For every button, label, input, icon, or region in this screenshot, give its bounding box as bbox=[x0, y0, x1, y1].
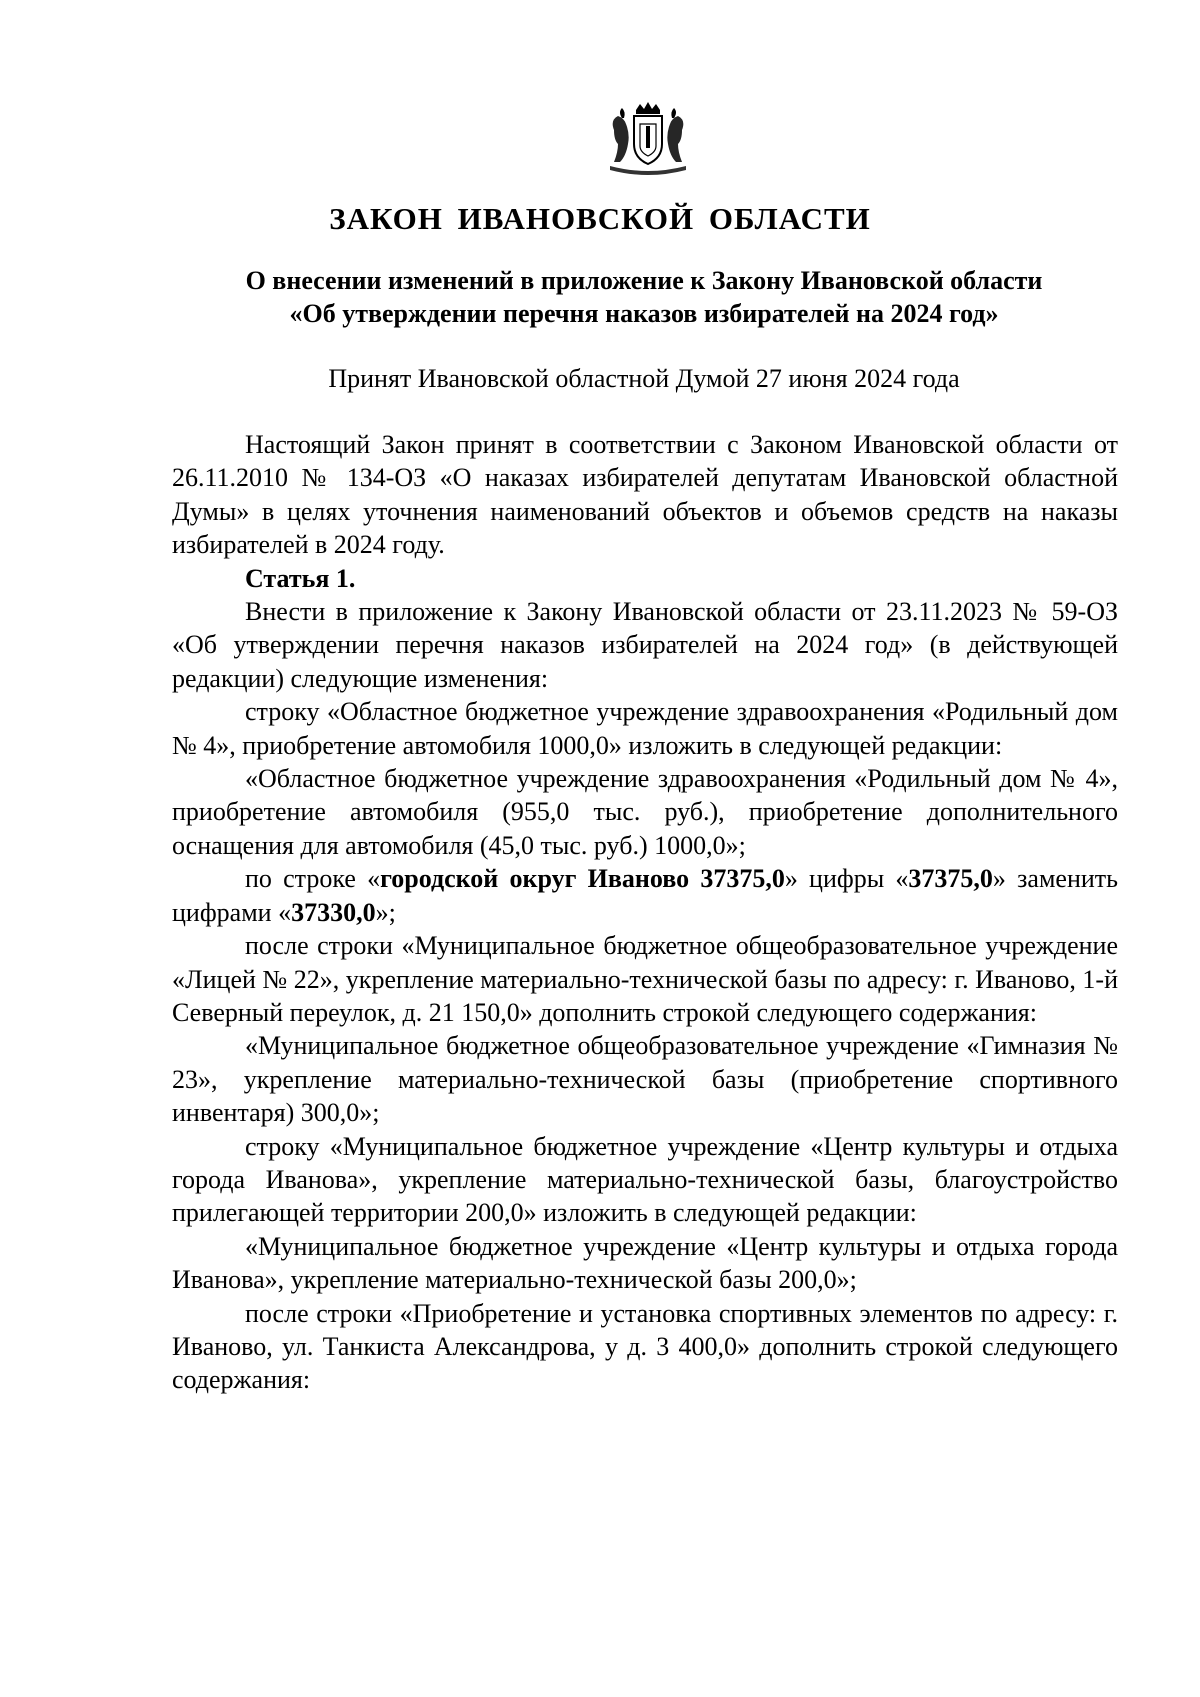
text-fragment: по строке « bbox=[245, 864, 381, 894]
article-paragraph-amount-change bbox=[172, 862, 1118, 929]
text-fragment: »; bbox=[375, 897, 396, 927]
bold-fragment: 37375,0 bbox=[908, 864, 993, 894]
law-title: ЗАКОН ИВАНОВСКОЙ ОБЛАСТИ bbox=[329, 201, 871, 236]
subtitle-line: «Об утверждении перечня наказов избирателей на 2024 год» bbox=[289, 299, 999, 328]
law-subtitle bbox=[150, 264, 1138, 330]
text-fragment: » заменить цифрами « bbox=[172, 864, 1118, 927]
subtitle-line: О внесении изменений в приложение к Закону Ивановской области bbox=[245, 266, 1043, 295]
law-body bbox=[172, 428, 1118, 1397]
adoption-line: Принят Ивановской областной Думой 27 июня 2024 года bbox=[328, 364, 960, 393]
article-paragraph: строку «Областное бюджетное учреждение здравоохранения «Родильный дом № 4», приобретение автомобиля 1000,0» изложить в следующей редакции: bbox=[172, 697, 1118, 760]
bold-fragment: городской округ Иваново 37375,0 bbox=[380, 864, 785, 894]
article-paragraph: после строки «Муниципальное бюджетное общеобразовательное учреждение «Лицей № 22», укрепление материально-технической базы по адресу: г. Иваново, 1-й Северный переулок, д. 21 150,0» дополнить строкой следующего содержания: bbox=[172, 931, 1118, 1027]
bold-fragment: 37330,0 bbox=[291, 897, 376, 927]
coat-of-arms-icon bbox=[600, 100, 696, 180]
text-fragment: » цифры « bbox=[784, 864, 909, 894]
article-heading: Статья 1. bbox=[245, 563, 356, 593]
article-paragraph: Внести в приложение к Закону Ивановской области от 23.11.2023 № 59-ОЗ «Об утверждении перечня наказов избирателей на 2024 год» (в действующей редакции) следующие изменения: bbox=[172, 597, 1118, 693]
preamble-paragraph: Настоящий Закон принят в соответствии с Законом Ивановской области от 26.11.2010 № 134-ОЗ «О наказах избирателей депутатам Ивановской областной Думы» в целях уточнения наименований объектов и объемов средств на наказы избирателей в 2024 году. bbox=[172, 430, 1118, 560]
article-paragraph: «Областное бюджетное учреждение здравоохранения «Родильный дом № 4», приобретение автомобиля (955,0 тыс. руб.), приобретение дополнительного оснащения для автомобиля (45,0 тыс. руб.) 1000,0»; bbox=[172, 764, 1118, 860]
article-paragraph: «Муниципальное бюджетное учреждение «Центр культуры и отдыха города Иванова», укрепление материально-технической базы 200,0»; bbox=[172, 1231, 1118, 1295]
article-paragraph: «Муниципальное бюджетное общеобразовательное учреждение «Гимназия № 23», укрепление материально-технической базы (приобретение спортивного инвентаря) 300,0»; bbox=[172, 1031, 1118, 1128]
article-paragraph: строку «Муниципальное бюджетное учреждение «Центр культуры и отдыха города Иванова», укрепление материально-технической базы, благоустройство прилегающей территории 200,0» изложить в следующей редакции: bbox=[172, 1131, 1118, 1228]
article-paragraph: после строки «Приобретение и установка спортивных элементов по адресу: г. Иваново, ул. Танкиста Александрова, у д. 3 400,0» дополнить строкой следующего содержания: bbox=[172, 1298, 1118, 1395]
